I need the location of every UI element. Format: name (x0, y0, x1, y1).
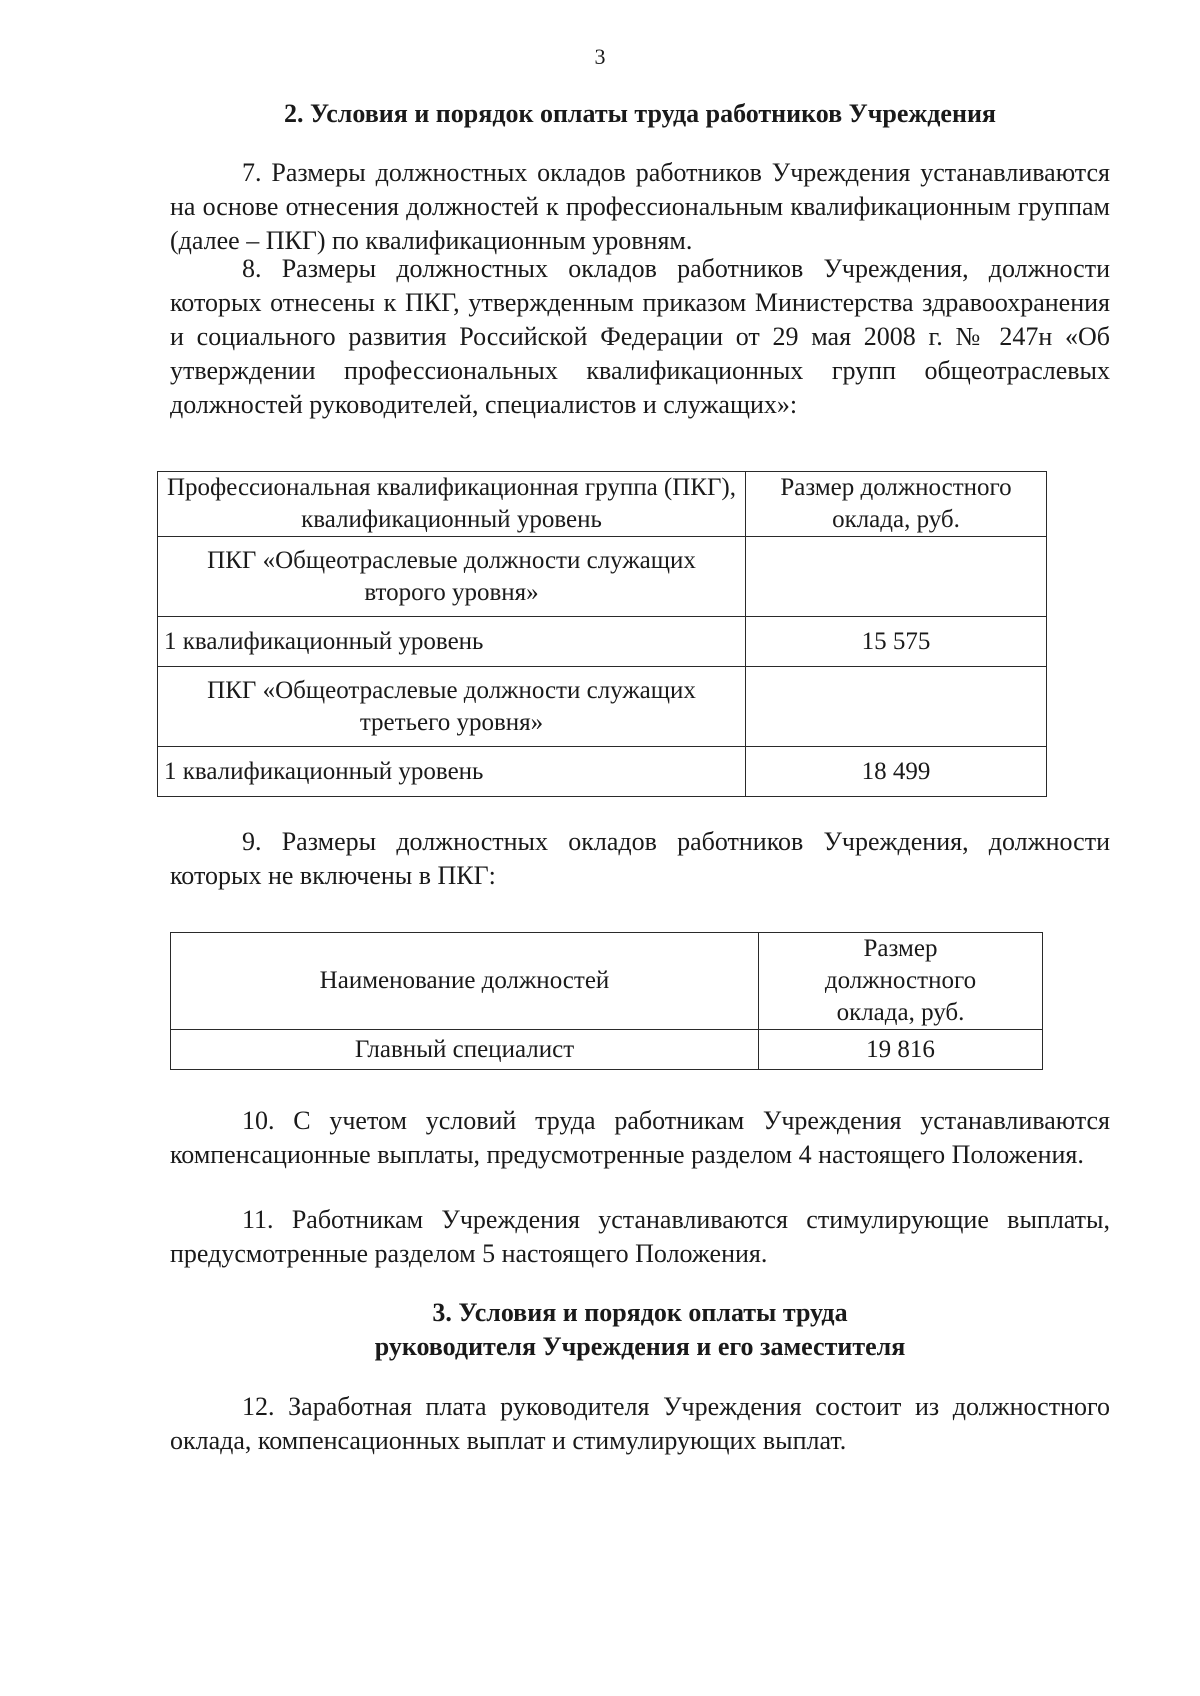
table-row (158, 537, 1047, 617)
table-cell-group: ПКГ «Общеотраслевые должности служащих второго уровня» (158, 537, 746, 617)
table-cell-salary: 18 499 (746, 747, 1047, 797)
table-cell-empty (746, 667, 1047, 747)
table-cell-salary: 15 575 (746, 617, 1047, 667)
paragraph-10: 10. С учетом условий труда работникам Учреждения устанавливаются компенсационные выплаты, предусмотренные разделом 4 настоящего Положения. (170, 1106, 1110, 1169)
paragraph-9: 9. Размеры должностных окладов работников Учреждения, должности которых не включены в ПКГ: (170, 827, 1110, 890)
table-header-salary: Размер должностного оклада, руб. (746, 472, 1047, 537)
table-cell-empty (746, 537, 1047, 617)
section-3-title-line-1: 3. Условия и порядок оплаты труда (432, 1298, 848, 1327)
table-cell-salary: 19 816 (759, 1030, 1043, 1070)
table-cell-level: 1 квалификационный уровень (158, 747, 746, 797)
section-3-title-line-2: руководителя Учреждения и его заместителя (374, 1332, 906, 1361)
non-pkg-salary-table (170, 932, 1043, 1070)
paragraph-7: 7. Размеры должностных окладов работников Учреждения устанавливаются на основе отнесения должностей к профессиональным квалификационным группам (далее – ПКГ) по квалификационным уровням. (170, 158, 1110, 255)
pkg-salary-table (157, 471, 1047, 797)
table-cell-group: ПКГ «Общеотраслевые должности служащих третьего уровня» (158, 667, 746, 747)
section-2-title: 2. Условия и порядок оплаты труда работников Учреждения (283, 99, 996, 128)
table-cell-position: Главный специалист (171, 1030, 759, 1070)
table-header-salary: Размер должностного оклада, руб. (759, 933, 1043, 1030)
table-row (171, 1030, 1043, 1070)
table-header-group: Профессиональная квалификационная группа (ПКГ), квалификационный уровень (158, 472, 746, 537)
paragraph-12: 12. Заработная плата руководителя Учреждения состоит из должностного оклада, компенсационных выплат и стимулирующих выплат. (170, 1392, 1110, 1455)
table-row (158, 617, 1047, 667)
table-row (158, 747, 1047, 797)
table-cell-level: 1 квалификационный уровень (158, 617, 746, 667)
paragraph-11: 11. Работникам Учреждения устанавливаются стимулирующие выплаты, предусмотренные разделом 5 настоящего Положения. (170, 1205, 1110, 1268)
page-number: 3 (594, 44, 606, 69)
paragraph-8: 8. Размеры должностных окладов работников Учреждения, должности которых отнесены к ПКГ, утвержденным приказом Министерства здравоохранения и социального развития Российской Федерации от 29 мая 2008 г. № 247н «Об утверждении профессиональных квалификационных групп общеотраслевых должностей руководителей, специалистов и служащих»: (170, 254, 1110, 419)
table-header-row (158, 472, 1047, 537)
table-header-row (171, 933, 1043, 1030)
table-header-position: Наименование должностей (171, 933, 759, 1030)
table-row (158, 667, 1047, 747)
